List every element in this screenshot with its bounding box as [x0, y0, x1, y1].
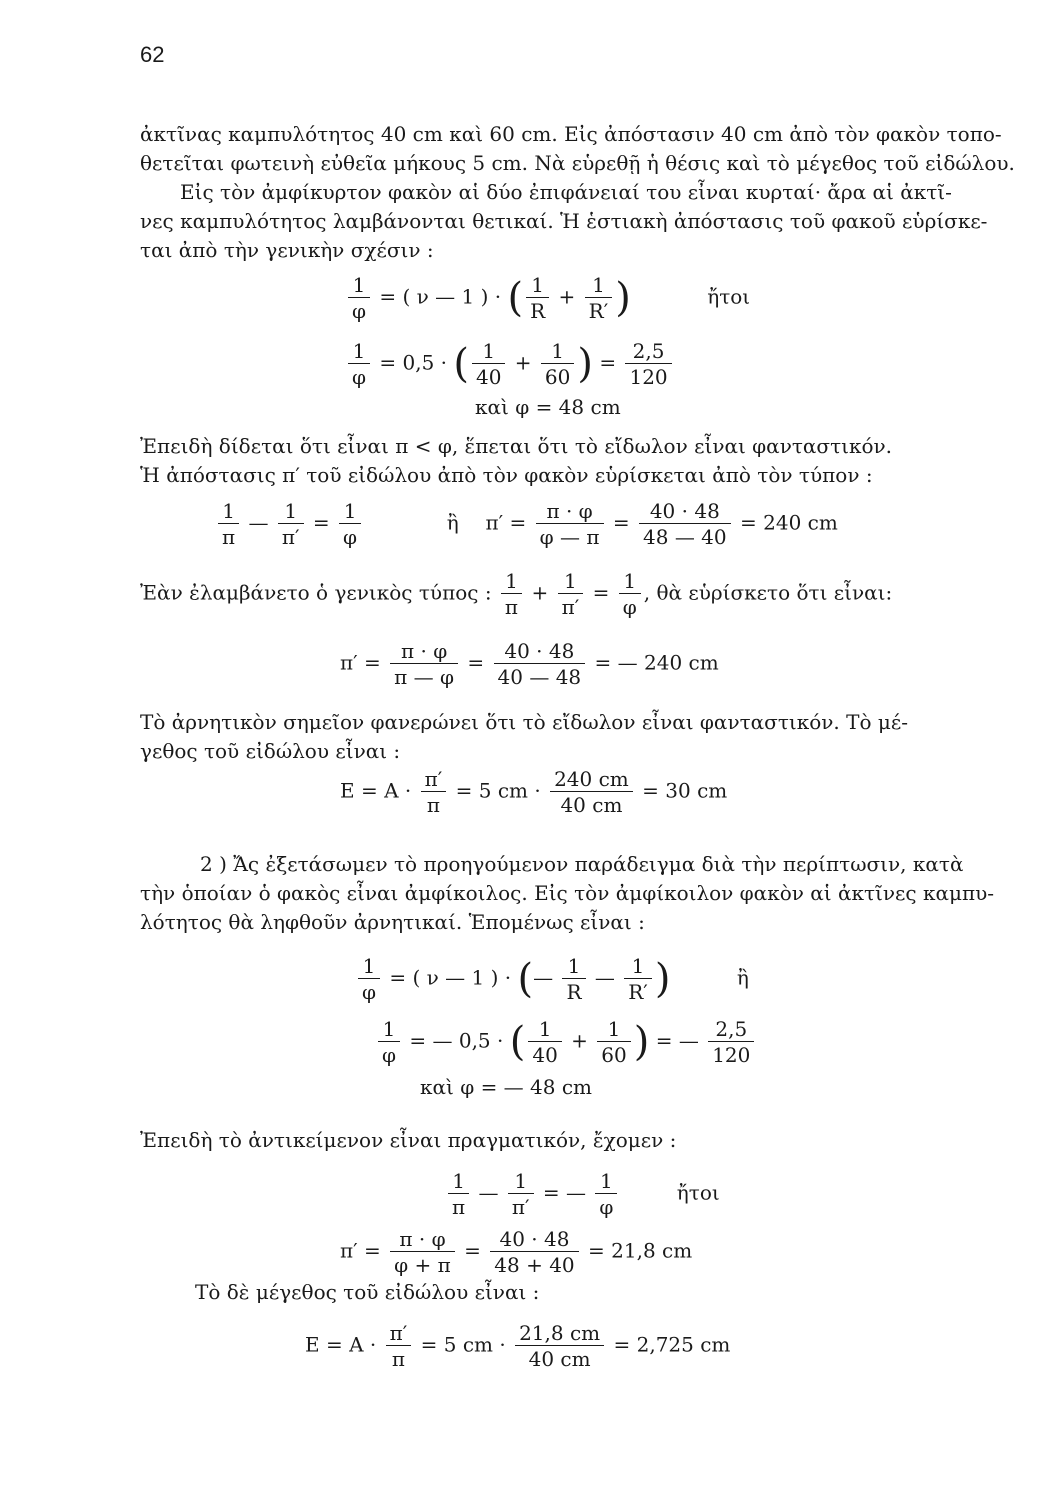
math-text: —: [248, 510, 269, 535]
parenthesis: (: [517, 956, 534, 1002]
equation-lensmaker-concave: [355, 955, 749, 1003]
fraction: [597, 1018, 630, 1066]
fraction: [585, 274, 613, 322]
denominator: R′: [628, 980, 648, 1004]
text-line: 2 ) Ἄς ἐξετάσωμεν τὸ προηγούμενον παράδειγμα διὰ τὴν περίπτωσιν, κατὰ: [200, 852, 964, 876]
numerator: 40 · 48: [490, 1228, 578, 1252]
denominator: φ — π: [539, 525, 600, 549]
denominator: φ: [599, 1195, 614, 1219]
math-text: ἤτοι: [707, 284, 751, 309]
denominator: φ: [622, 595, 637, 619]
parenthesis: ): [615, 275, 631, 321]
text-line: Τὸ ἀρνητικὸν σημεῖον φανερώνει ὅτι τὸ εἴδωλον εἶναι φανταστικόν. Τὸ μέ-: [140, 710, 908, 734]
math-text: , θὰ εὑρίσκετο ὅτι εἶναι:: [643, 580, 893, 605]
fraction: [358, 955, 380, 1003]
math-text: = — 240 cm: [594, 650, 719, 675]
equation-distance-concave-result: [340, 1228, 692, 1276]
math-text: +: [514, 350, 532, 375]
denominator: R′: [588, 299, 609, 323]
numerator: 1: [595, 1170, 617, 1194]
parenthesis: ): [633, 1019, 650, 1065]
denominator: π′: [561, 595, 580, 619]
numerator: π′: [421, 768, 447, 792]
denominator: π′: [281, 525, 300, 549]
equation-negative-distance: [340, 640, 719, 688]
numerator: 1: [472, 340, 505, 364]
fraction: [639, 500, 731, 548]
numerator: 1: [339, 500, 361, 524]
math-text: —: [478, 1180, 499, 1205]
numerator: 2,5: [625, 340, 671, 364]
math-text: Ἐὰν ἐλαμβάνετο ὁ γενικὸς τύπος :: [140, 580, 492, 605]
fraction: [386, 1322, 412, 1370]
numerator: π · φ: [390, 1228, 455, 1252]
parenthesis: ): [577, 341, 593, 387]
fraction: [348, 340, 370, 388]
math-text: = 30 cm: [642, 778, 728, 803]
denominator: 40: [532, 1043, 558, 1067]
fraction: [595, 1170, 617, 1218]
parenthesis: (: [509, 1019, 526, 1065]
real-object-statement: [140, 1126, 990, 1155]
denominator: 40 cm: [528, 1347, 591, 1371]
denominator: 48 + 40: [494, 1253, 575, 1277]
fraction: [536, 500, 604, 548]
solution-intro: [140, 178, 990, 265]
math-text: = —: [542, 1180, 587, 1205]
denominator: φ: [343, 525, 358, 549]
denominator: 120: [712, 1043, 751, 1067]
equation-image-size: [340, 768, 727, 816]
math-text: = —: [655, 1028, 699, 1053]
math-text: = ( ν — 1 ) ·: [379, 284, 502, 309]
numerator: 1: [358, 955, 380, 979]
denominator: φ: [352, 299, 367, 323]
numerator: 1: [624, 955, 652, 979]
denominator: 60: [601, 1043, 627, 1067]
image-size-intro: [195, 1278, 895, 1307]
denominator: φ: [362, 980, 377, 1004]
text-line: γεθος τοῦ εἰδώλου εἶναι :: [140, 739, 401, 763]
equation-general-formula: [140, 570, 892, 618]
fraction: [625, 340, 671, 388]
parenthesis: ): [654, 956, 671, 1002]
numerator: 1: [526, 274, 549, 298]
math-text: =: [599, 350, 617, 375]
fraction: [501, 570, 522, 618]
numerator: 1: [501, 570, 522, 594]
numerator: 40 · 48: [494, 640, 586, 664]
numerator: 240 cm: [550, 768, 633, 792]
concave-lens-case: [140, 850, 995, 937]
math-text: π′ =: [485, 510, 527, 535]
math-text: —: [594, 965, 615, 990]
text-line: τὴν ὁποίαν ὁ φακὸς εἶναι ἀμφίκοιλος. Εἰς τὸν ἀμφίκοιλον φακὸν αἱ ἀκτῖνες καμπυ-: [140, 881, 995, 905]
numerator: 21,8 cm: [515, 1322, 604, 1346]
denominator: π: [452, 1195, 466, 1219]
denominator: π: [426, 793, 441, 817]
fraction: [390, 1228, 455, 1276]
math-text: ἤτοι: [676, 1180, 720, 1205]
math-text: π′ =: [340, 650, 381, 675]
page-number: 62: [140, 42, 165, 67]
numerator: 1: [597, 1018, 630, 1042]
denominator: π: [391, 1347, 406, 1371]
numerator: 1: [348, 340, 370, 364]
text-line: ἀκτῖνας καμπυλότητος 40 cm καὶ 60 cm. Εἰς ἀπόστασιν 40 cm ἀπὸ τὸν φακὸν τοπο-: [140, 122, 1002, 146]
math-text: = 0,5 ·: [379, 350, 448, 375]
fraction: [558, 570, 584, 618]
fraction: [508, 1170, 534, 1218]
equation-lensmaker-general: [345, 274, 750, 322]
text-line: Ἡ ἀπόστασις π′ τοῦ εἰδώλου ἀπὸ τὸν φακὸν εὑρίσκεται ἀπὸ τὸν τύπον :: [140, 463, 873, 487]
equation-image-size-concave: [305, 1322, 730, 1370]
numerator: 1: [619, 570, 641, 594]
denominator: 60: [544, 365, 571, 389]
numerator: 40 · 48: [639, 500, 731, 524]
text-line: Ἐπειδὴ δίδεται ὅτι εἶναι π < φ, ἕπεται ὅτι τὸ εἴδωλον εἶναι φανταστικόν.: [140, 434, 893, 458]
text-line: θετεῖται φωτεινὴ εὐθεῖα μήκους 5 cm. Νὰ εὑρεθῇ ἡ θέσις καὶ τὸ μέγεθος τοῦ εἰδώλου.: [140, 151, 1015, 175]
fraction: [390, 640, 458, 688]
fraction: [541, 340, 574, 388]
numerator: 1: [528, 1018, 561, 1042]
numerator: 2,5: [708, 1018, 754, 1042]
math-text: = 2,725 cm: [613, 1332, 731, 1357]
fraction: [526, 274, 549, 322]
math-text: +: [571, 1028, 588, 1053]
math-text: ἢ: [736, 965, 749, 990]
numerator: 1: [541, 340, 574, 364]
math-text: Ε = Α ·: [305, 1332, 377, 1357]
numerator: 1: [562, 955, 585, 979]
equation-focal-numeric: [345, 340, 675, 388]
numerator: 1: [378, 1018, 400, 1042]
math-text: =: [612, 510, 630, 535]
fraction: [550, 768, 633, 816]
numerator: 1: [348, 274, 370, 298]
math-text: =: [467, 650, 485, 675]
fraction: [339, 500, 361, 548]
denominator: π — φ: [394, 665, 455, 689]
fraction: [448, 1170, 469, 1218]
math-text: = 240 cm: [740, 510, 838, 535]
fraction: [619, 570, 641, 618]
denominator: 48 — 40: [643, 525, 727, 549]
denominator: 120: [629, 365, 668, 389]
denominator: R: [566, 980, 582, 1004]
equation-focal-concave-result: καὶ φ = — 48 cm: [420, 1075, 593, 1099]
equation-focal-concave-numeric: [375, 1018, 757, 1066]
math-text: +: [558, 284, 576, 309]
numerator: 1: [278, 500, 304, 524]
denominator: π: [222, 525, 236, 549]
denominator: R: [530, 299, 546, 323]
fraction: [528, 1018, 561, 1066]
numerator: 1: [558, 570, 584, 594]
denominator: π: [504, 595, 519, 619]
fraction: [562, 955, 585, 1003]
math-text: = 5 cm ·: [455, 778, 541, 803]
text-line: Εἰς τὸν ἀμφίκυρτον φακὸν αἱ δύο ἐπιφάνειαί του εἶναι κυρταί· ἄρα αἱ ἀκτῖ-: [180, 180, 952, 204]
fraction: [494, 640, 586, 688]
fraction: [218, 500, 239, 548]
numerator: π · φ: [390, 640, 458, 664]
virtual-image-statement: [140, 432, 990, 490]
fraction: [278, 500, 304, 548]
math-text: π′ =: [340, 1238, 381, 1263]
problem-statement: [140, 120, 1015, 178]
text-line: ται ἀπὸ τὴν γενικὴν σχέσιν :: [140, 238, 434, 262]
math-text: Ε = Α ·: [340, 778, 412, 803]
math-text: +: [531, 580, 549, 605]
math-text: =: [592, 580, 610, 605]
denominator: 40 cm: [560, 793, 623, 817]
text-line: νες καμπυλότητος λαμβάνονται θετικαί. Ἡ ἑστιακὴ ἀπόστασις τοῦ φακοῦ εὑρίσκε-: [140, 209, 988, 233]
math-text: =: [312, 510, 330, 535]
math-text: = — 0,5 ·: [409, 1028, 504, 1053]
math-text: = 21,8 cm: [588, 1238, 693, 1263]
numerator: π′: [386, 1322, 412, 1346]
math-text: = ( ν — 1 ) ·: [389, 965, 512, 990]
equation-image-distance-concave: [445, 1170, 720, 1218]
math-text: =: [464, 1238, 481, 1263]
numerator: 1: [218, 500, 239, 524]
denominator: π′: [511, 1195, 530, 1219]
denominator: φ: [352, 365, 367, 389]
text-line: λότητος θὰ ληφθοῦν ἀρνητικαί. Ἑπομένως εἶναι :: [140, 910, 645, 934]
parenthesis: (: [453, 341, 469, 387]
denominator: 40 — 48: [497, 665, 582, 689]
numerator: 1: [508, 1170, 534, 1194]
equation-image-distance: [215, 500, 838, 548]
parenthesis: (: [507, 275, 524, 321]
numerator: 1: [448, 1170, 469, 1194]
text-line: Ἐπειδὴ τὸ ἀντικείμενον εἶναι πραγματικόν, ἔχομεν :: [140, 1128, 677, 1152]
denominator: φ + π: [394, 1253, 451, 1277]
fraction: [515, 1322, 604, 1370]
math-text: —: [533, 965, 554, 990]
fraction: [490, 1228, 578, 1276]
denominator: 40: [475, 365, 502, 389]
numerator: π · φ: [536, 500, 604, 524]
math-text: = 5 cm ·: [420, 1332, 506, 1357]
fraction: [624, 955, 652, 1003]
numerator: 1: [585, 274, 613, 298]
fraction: [472, 340, 505, 388]
denominator: φ: [382, 1043, 397, 1067]
fraction: [421, 768, 447, 816]
fraction: [708, 1018, 754, 1066]
math-text: ἢ: [446, 510, 459, 535]
fraction: [348, 274, 370, 322]
text-line: Τὸ δὲ μέγεθος τοῦ εἰδώλου εἶναι :: [195, 1280, 540, 1304]
fraction: [378, 1018, 400, 1066]
negative-sign-statement: [140, 708, 990, 766]
equation-focal-result: καὶ φ = 48 cm: [475, 395, 621, 419]
